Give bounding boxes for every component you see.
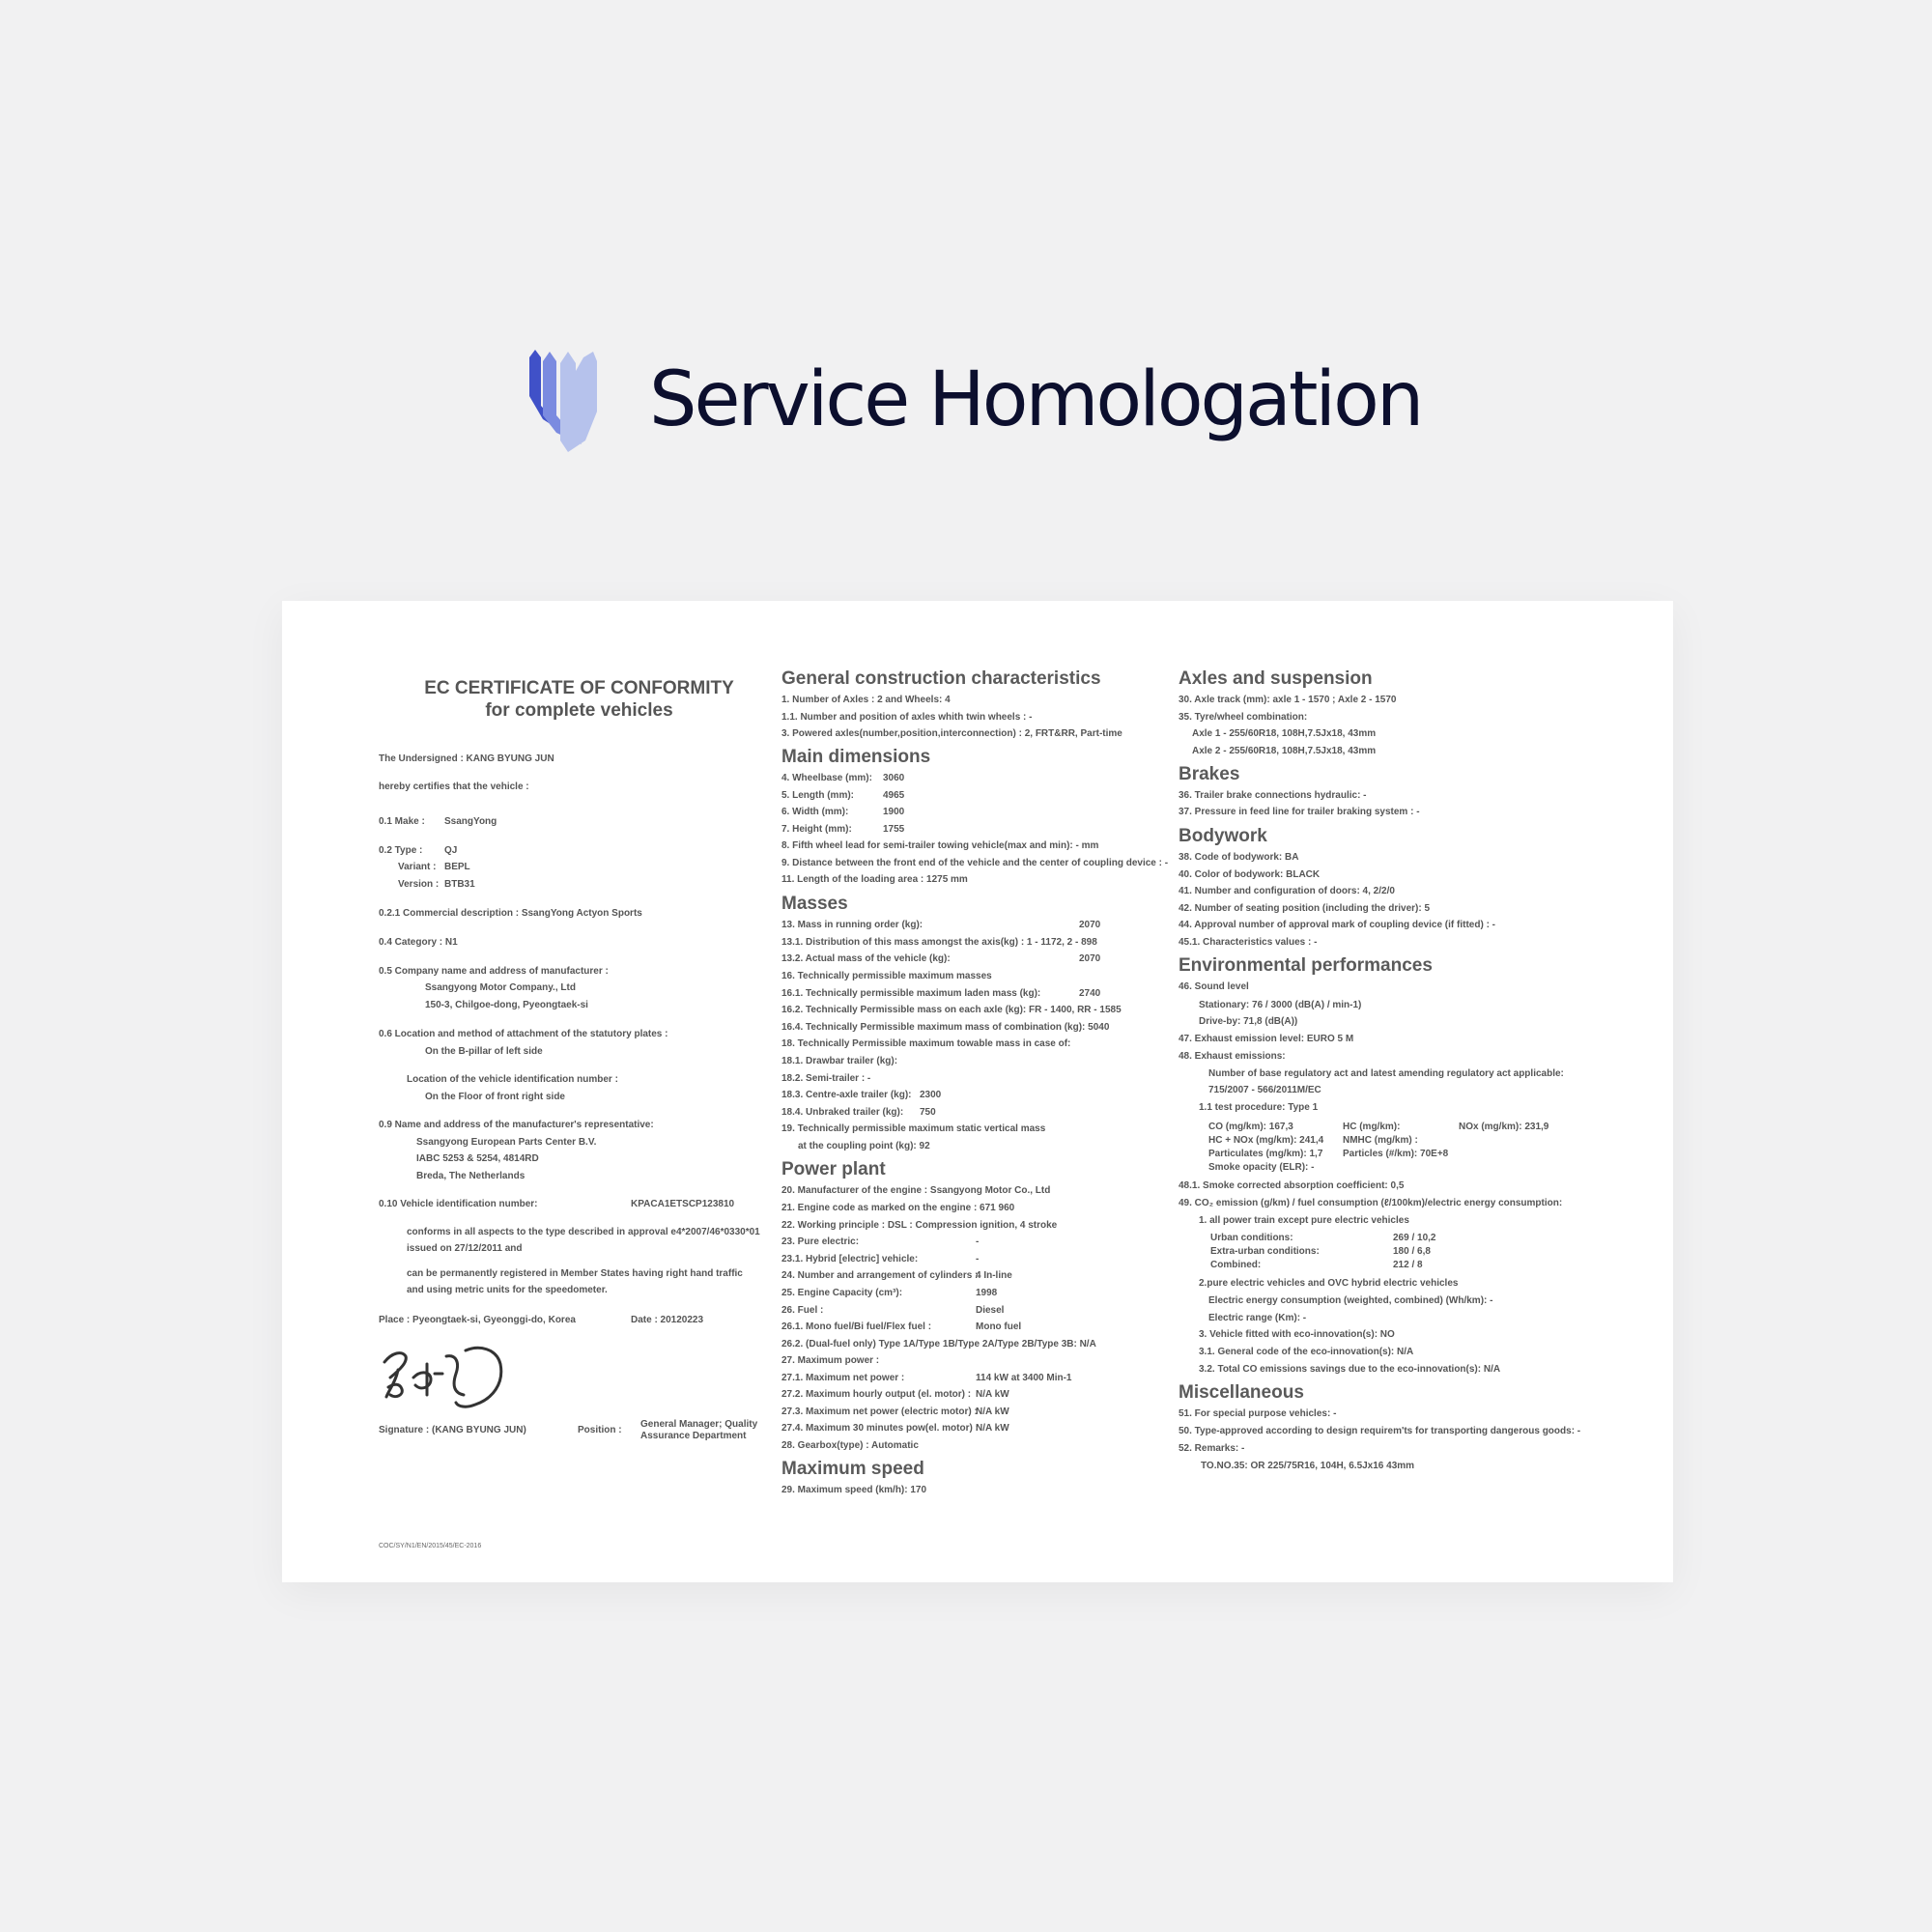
item-16-4: 16.4. Technically Permissible maximum mass of combination (kg): 5040 xyxy=(781,1022,1110,1033)
item-48-test: 1.1 test procedure: Type 1 xyxy=(1199,1102,1319,1113)
representative-label: 0.9 Name and address of the manufacturer's representative: xyxy=(379,1120,654,1130)
item-13-2: 13.2. Actual mass of the vehicle (kg): xyxy=(781,953,951,964)
item-22: 22. Working principle : DSL : Compression ignition, 4 stroke xyxy=(781,1220,1058,1231)
emission-nox: NOx (mg/km): 231,9 xyxy=(1459,1122,1549,1132)
combined-label: Combined: xyxy=(1210,1260,1262,1270)
item-16: 16. Technically permissible maximum masses xyxy=(781,971,992,981)
item-48-regulatory: Number of base regulatory act and latest amending regulatory act applicable: xyxy=(1208,1068,1564,1079)
item-48: 48. Exhaust emissions: xyxy=(1179,1051,1286,1062)
item-46: 46. Sound level xyxy=(1179,981,1249,992)
undersigned-text: The Undersigned : KANG BYUNG JUN xyxy=(379,753,554,764)
item-37: 37. Pressure in feed line for trailer braking system : - xyxy=(1179,807,1420,817)
item-11: 11. Length of the loading area : 1275 mm xyxy=(781,874,968,885)
type-value: QJ xyxy=(444,845,458,856)
conforms-text-1: conforms in all aspects to the type described in approval e4*2007/46*0330*01 xyxy=(407,1227,760,1237)
urban-value: 269 / 10,2 xyxy=(1393,1233,1436,1243)
manufacturer-label: 0.5 Company name and address of manufacturer : xyxy=(379,966,609,977)
item-49-2: 2.pure electric vehicles and OVC hybrid electric vehicles xyxy=(1199,1278,1459,1289)
item-23-value: - xyxy=(976,1236,980,1247)
item-19-coupling: at the coupling point (kg): 92 xyxy=(798,1141,930,1151)
item-16-1-value: 2740 xyxy=(1079,988,1101,999)
manufacturer-address: 150-3, Chilgoe-dong, Pyeongtaek-si xyxy=(425,1000,588,1010)
make-label: 0.1 Make : xyxy=(379,816,425,827)
heading-general: General construction characteristics xyxy=(781,668,1101,689)
version-label: Version : xyxy=(398,879,440,890)
item-49-3-2: 3.2. Total CO emissions savings due to the eco-innovation(s): N/A xyxy=(1199,1364,1501,1375)
item-13-value: 2070 xyxy=(1079,920,1101,930)
item-35-axle-2: Axle 2 - 255/60R18, 108H,7.5Jx18, 43mm xyxy=(1192,746,1377,756)
footer-code: COC/SY/N1/EN/2015/45/EC-2016 xyxy=(379,1543,482,1549)
make-value: SsangYong xyxy=(444,816,497,827)
electric-consumption: Electric energy consumption (weighted, combined) (Wh/km): - xyxy=(1208,1295,1493,1306)
item-4-value: 3060 xyxy=(883,773,905,783)
urban-label: Urban conditions: xyxy=(1210,1233,1293,1243)
heading-masses: Masses xyxy=(781,894,848,914)
item-5: 5. Length (mm): xyxy=(781,790,854,801)
certificate-document xyxy=(282,601,1673,1582)
item-49-3-1: 3.1. General code of the eco-innovation(s): N/A xyxy=(1199,1347,1414,1357)
item-52-remark: TO.NO.35: OR 225/75R16, 104H, 6.5Jx16 43mm xyxy=(1201,1461,1415,1471)
item-36: 36. Trailer brake connections hydraulic: - xyxy=(1179,790,1367,801)
item-27-4: 27.4. Maximum 30 minutes pow(el. motor) : xyxy=(781,1423,979,1434)
item-18: 18. Technically Permissible maximum towable mass in case of: xyxy=(781,1038,1071,1049)
item-13-1: 13.1. Distribution of this mass amongst the axis(kg) : 1 - 1172, 2 - 898 xyxy=(781,937,1097,948)
conforms-text-2: issued on 27/12/2011 and xyxy=(407,1243,523,1254)
vin-value: KPACA1ETSCP123810 xyxy=(631,1199,735,1209)
item-18-2: 18.2. Semi-trailer : - xyxy=(781,1073,871,1084)
item-52: 52. Remarks: - xyxy=(1179,1443,1245,1454)
item-26-value: Diesel xyxy=(976,1305,1005,1316)
emission-smoke-opacity: Smoke opacity (ELR): - xyxy=(1208,1162,1315,1173)
emission-nmhc: NMHC (mg/km) : xyxy=(1343,1135,1418,1146)
item-30: 30. Axle track (mm): axle 1 - 1570 ; Axle 2 - 1570 xyxy=(1179,695,1397,705)
item-26-1-value: Mono fuel xyxy=(976,1321,1022,1332)
certificate-subtitle: for complete vehicles xyxy=(485,700,673,721)
item-1: 1. Number of Axles : 2 and Wheels: 4 xyxy=(781,695,951,705)
certificate-title: EC CERTIFICATE OF CONFORMITY xyxy=(424,678,734,698)
item-35-axle-1: Axle 1 - 255/60R18, 108H,7.5Jx18, 43mm xyxy=(1192,728,1377,739)
item-27-2-value: N/A kW xyxy=(976,1389,1009,1400)
item-27-4-value: N/A kW xyxy=(976,1423,1009,1434)
item-13: 13. Mass in running order (kg): xyxy=(781,920,923,930)
item-42: 42. Number of seating position (including the driver): 5 xyxy=(1179,903,1431,914)
item-21: 21. Engine code as marked on the engine : 671 960 xyxy=(781,1203,1015,1213)
emission-hc-nox: HC + NOx (mg/km): 241,4 xyxy=(1208,1135,1324,1146)
vin-label: 0.10 Vehicle identification number: xyxy=(379,1199,538,1209)
emission-particles: Particles (#/km): 70E+8 xyxy=(1343,1149,1449,1159)
representative-city: Breda, The Netherlands xyxy=(416,1171,526,1181)
item-16-2: 16.2. Technically Permissible mass on each axle (kg): FR - 1400, RR - 1585 xyxy=(781,1005,1122,1015)
item-13-2-value: 2070 xyxy=(1079,953,1101,964)
item-23-1-value: - xyxy=(976,1254,980,1264)
shield-logo-icon xyxy=(529,348,616,454)
variant-value: BEPL xyxy=(444,862,470,872)
position-label: Position : xyxy=(578,1425,622,1435)
item-3: 3. Powered axles(number,position,interconnection) : 2, FRT&RR, Part-time xyxy=(781,728,1122,739)
item-25: 25. Engine Capacity (cm³): xyxy=(781,1288,903,1298)
date-text: Date : 20120223 xyxy=(631,1315,704,1325)
item-26-2: 26.2. (Dual-fuel only) Type 1A/Type 1B/Type 2A/Type 2B/Type 3B: N/A xyxy=(781,1339,1096,1350)
item-18-3: 18.3. Centre-axle trailer (kg): xyxy=(781,1090,912,1100)
item-27-3: 27.3. Maximum net power (electric motor) : xyxy=(781,1406,978,1417)
item-16-1: 16.1. Technically permissible maximum laden mass (kg): xyxy=(781,988,1041,999)
vin-location-value: On the Floor of front right side xyxy=(425,1092,565,1102)
certifies-text: hereby certifies that the vehicle : xyxy=(379,781,529,792)
handwritten-signature xyxy=(379,1335,524,1412)
plates-label: 0.6 Location and method of attachment of the statutory plates : xyxy=(379,1029,668,1039)
heading-power-plant: Power plant xyxy=(781,1159,886,1179)
extra-urban-label: Extra-urban conditions: xyxy=(1210,1246,1320,1257)
item-51: 51. For special purpose vehicles: - xyxy=(1179,1408,1337,1419)
item-9: 9. Distance between the front end of the vehicle and the center of coupling device : - xyxy=(781,858,1169,868)
place-text: Place : Pyeongtaek-si, Gyeonggi-do, Korea xyxy=(379,1315,576,1325)
brand-header xyxy=(529,348,1422,454)
extra-urban-value: 180 / 6,8 xyxy=(1393,1246,1431,1257)
item-48-1: 48.1. Smoke corrected absorption coefficient: 0,5 xyxy=(1179,1180,1405,1191)
item-4: 4. Wheelbase (mm): xyxy=(781,773,872,783)
vin-location-label: Location of the vehicle identification number : xyxy=(407,1074,618,1085)
item-18-4: 18.4. Unbraked trailer (kg): xyxy=(781,1107,904,1118)
heading-environmental: Environmental performances xyxy=(1179,955,1433,976)
item-27-1-value: 114 kW at 3400 Min-1 xyxy=(976,1373,1072,1383)
emission-hc: HC (mg/km): xyxy=(1343,1122,1401,1132)
item-27-3-value: N/A kW xyxy=(976,1406,1009,1417)
item-7: 7. Height (mm): xyxy=(781,824,852,835)
representative-address: IABC 5253 & 5254, 4814RD xyxy=(416,1153,539,1164)
item-48-act: 715/2007 - 566/2011M/EC xyxy=(1208,1085,1321,1095)
item-35: 35. Tyre/wheel combination: xyxy=(1179,712,1308,723)
item-26: 26. Fuel : xyxy=(781,1305,824,1316)
item-27: 27. Maximum power : xyxy=(781,1355,880,1366)
heading-axles: Axles and suspension xyxy=(1179,668,1373,689)
item-6: 6. Width (mm): xyxy=(781,807,849,817)
item-46-drive-by: Drive-by: 71,8 (dB(A)) xyxy=(1199,1016,1298,1027)
item-8: 8. Fifth wheel lead for semi-trailer towing vehicle(max and min): - mm xyxy=(781,840,1099,851)
item-18-3-value: 2300 xyxy=(920,1090,942,1100)
item-49: 49. CO₂ emission (g/km) / fuel consumption (ℓ/100km)/electric energy consumption: xyxy=(1179,1198,1563,1208)
registered-text-1: can be permanently registered in Member States having right hand traffic xyxy=(407,1268,743,1279)
item-24: 24. Number and arrangement of cylinders : xyxy=(781,1270,979,1281)
heading-max-speed: Maximum speed xyxy=(781,1459,924,1479)
item-24-value: 4 In-line xyxy=(976,1270,1012,1281)
item-26-1: 26.1. Mono fuel/Bi fuel/Flex fuel : xyxy=(781,1321,932,1332)
item-27-1: 27.1. Maximum net power : xyxy=(781,1373,905,1383)
item-25-value: 1998 xyxy=(976,1288,998,1298)
item-27-2: 27.2. Maximum hourly output (el. motor) : xyxy=(781,1389,972,1400)
item-23: 23. Pure electric: xyxy=(781,1236,860,1247)
combined-value: 212 / 8 xyxy=(1393,1260,1423,1270)
item-28: 28. Gearbox(type) : Automatic xyxy=(781,1440,919,1451)
representative-name: Ssangyong European Parts Center B.V. xyxy=(416,1137,597,1148)
item-1-1: 1.1. Number and position of axles whith twin wheels : - xyxy=(781,712,1033,723)
item-23-1: 23.1. Hybrid [electric] vehicle: xyxy=(781,1254,919,1264)
item-7-value: 1755 xyxy=(883,824,905,835)
item-18-1: 18.1. Drawbar trailer (kg): xyxy=(781,1056,898,1066)
heading-dimensions: Main dimensions xyxy=(781,747,931,767)
item-41: 41. Number and configuration of doors: 4, 2/2/0 xyxy=(1179,886,1395,896)
item-50: 50. Type-approved according to design requirem'ts for transporting dangerous goods: - xyxy=(1179,1426,1581,1436)
emission-particulates: Particulates (mg/km): 1,7 xyxy=(1208,1149,1323,1159)
brand-name: Service Homologation xyxy=(649,356,1422,443)
signature-label: Signature : (KANG BYUNG JUN) xyxy=(379,1425,526,1435)
position-line-1: General Manager; Quality xyxy=(640,1419,758,1430)
electric-range: Electric range (Km): - xyxy=(1208,1313,1307,1323)
item-18-4-value: 750 xyxy=(920,1107,936,1118)
item-44: 44. Approval number of approval mark of coupling device (if fitted) : - xyxy=(1179,920,1496,930)
manufacturer-name: Ssangyong Motor Company., Ltd xyxy=(425,982,576,993)
item-38: 38. Code of bodywork: BA xyxy=(1179,852,1299,863)
item-19: 19. Technically permissible maximum static vertical mass xyxy=(781,1123,1046,1134)
commercial-description: 0.2.1 Commercial description : SsangYong Actyon Sports xyxy=(379,908,642,919)
item-49-3: 3. Vehicle fitted with eco-innovation(s): NO xyxy=(1199,1329,1395,1340)
item-45-1: 45.1. Characteristics values : - xyxy=(1179,937,1318,948)
type-label: 0.2 Type : xyxy=(379,845,423,856)
plates-value: On the B-pillar of left side xyxy=(425,1046,543,1057)
item-49-1: 1. all power train except pure electric vehicles xyxy=(1199,1215,1409,1226)
item-40: 40. Color of bodywork: BLACK xyxy=(1179,869,1321,880)
position-line-2: Assurance Department xyxy=(640,1431,747,1441)
category: 0.4 Category : N1 xyxy=(379,937,458,948)
item-47: 47. Exhaust emission level: EURO 5 M xyxy=(1179,1034,1354,1044)
heading-miscellaneous: Miscellaneous xyxy=(1179,1382,1304,1403)
registered-text-2: and using metric units for the speedometer. xyxy=(407,1285,608,1295)
item-29: 29. Maximum speed (km/h): 170 xyxy=(781,1485,927,1495)
item-20: 20. Manufacturer of the engine : Ssangyong Motor Co., Ltd xyxy=(781,1185,1051,1196)
heading-brakes: Brakes xyxy=(1179,764,1240,784)
variant-label: Variant : xyxy=(398,862,437,872)
heading-bodywork: Bodywork xyxy=(1179,826,1267,846)
item-5-value: 4965 xyxy=(883,790,905,801)
item-46-stationary: Stationary: 76 / 3000 (dB(A) / min-1) xyxy=(1199,1000,1362,1010)
version-value: BTB31 xyxy=(444,879,475,890)
emission-co: CO (mg/km): 167,3 xyxy=(1208,1122,1293,1132)
item-6-value: 1900 xyxy=(883,807,905,817)
